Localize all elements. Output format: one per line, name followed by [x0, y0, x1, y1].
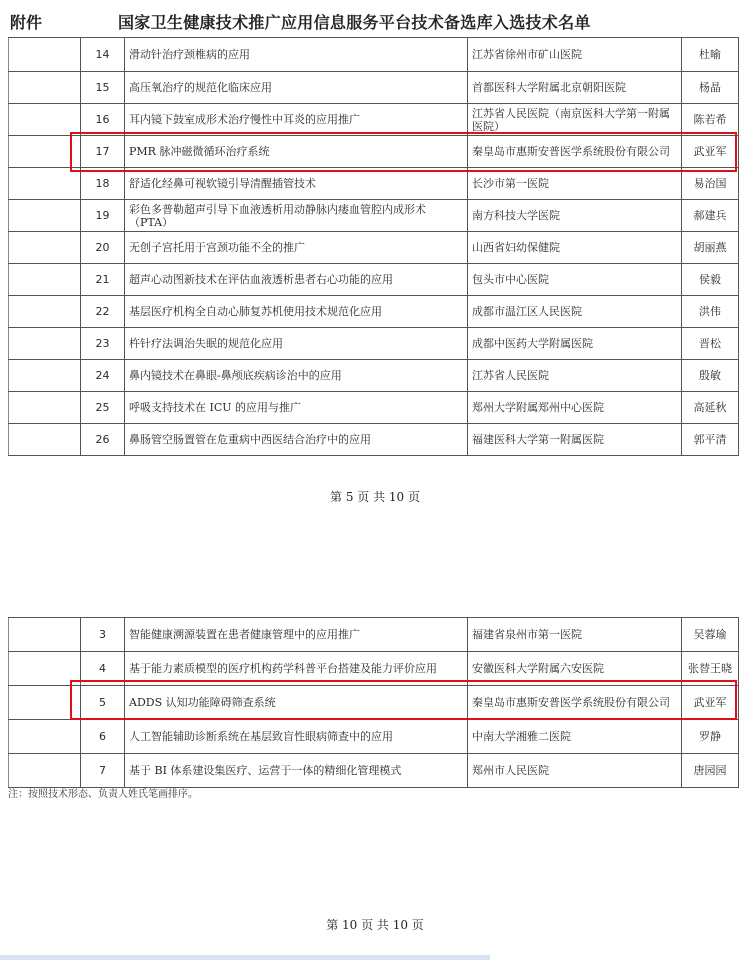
institution-name: 南方科技大学医院 — [468, 200, 682, 232]
row-number: 25 — [81, 392, 125, 424]
row-number: 26 — [81, 424, 125, 456]
attachment-label: 附件 — [10, 13, 43, 32]
institution-name: 福建省泉州市第一医院 — [468, 618, 682, 652]
row-number: 19 — [81, 200, 125, 232]
person-in-charge: 陈若希 — [682, 104, 739, 136]
institution-name: 长沙市第一医院 — [468, 168, 682, 200]
technology-name: 智能健康溯源装置在患者健康管理中的应用推广 — [125, 618, 468, 652]
institution-name: 江苏省徐州市矿山医院 — [468, 38, 682, 72]
row-number: 6 — [81, 720, 125, 754]
institution-name: 郑州大学附属郑州中心医院 — [468, 392, 682, 424]
table-row — [9, 200, 739, 232]
person-in-charge: 吴蓉瑜 — [682, 618, 739, 652]
technology-name: ADDS 认知功能障碍筛查系统 — [125, 686, 468, 720]
institution-name: 成都市温江区人民医院 — [468, 296, 682, 328]
technology-name: 杵针疗法调治失眠的规范化应用 — [125, 328, 468, 360]
table-row — [9, 720, 739, 754]
institution-name: 安徽医科大学附属六安医院 — [468, 652, 682, 686]
bottom-scroll-indicator — [0, 955, 490, 960]
institution-name: 山西省妇幼保健院 — [468, 232, 682, 264]
table-row — [9, 72, 739, 104]
table-row — [9, 360, 739, 392]
highlight-box-pmr — [70, 132, 737, 172]
technology-name: 高压氧治疗的规范化临床应用 — [125, 72, 468, 104]
page-number-footer: 第 10 页 共 10 页 — [326, 918, 424, 932]
blank-cell — [9, 360, 81, 392]
document-title: 国家卫生健康技术推广应用信息服务平台技术备选库入选技术名单 — [118, 13, 591, 32]
table-row — [9, 168, 739, 200]
blank-cell — [9, 754, 81, 788]
table-row — [9, 618, 739, 652]
row-number: 22 — [81, 296, 125, 328]
person-in-charge: 易治国 — [682, 168, 739, 200]
person-in-charge: 侯毅 — [682, 264, 739, 296]
institution-name: 包头市中心医院 — [468, 264, 682, 296]
person-in-charge: 胡丽燕 — [682, 232, 739, 264]
blank-cell — [9, 168, 81, 200]
technology-name: 无创子宫托用于宫颈功能不全的推广 — [125, 232, 468, 264]
institution-name: 首都医科大学附属北京朝阳医院 — [468, 72, 682, 104]
technology-list-table-page-5 — [8, 37, 739, 456]
technology-name: 舒适化经鼻可视软镜引导清醒插管技术 — [125, 168, 468, 200]
blank-cell — [9, 392, 81, 424]
person-in-charge: 殷敏 — [682, 360, 739, 392]
blank-cell — [9, 424, 81, 456]
institution-name: 江苏省人民医院（南京医科大学第一附属医院） — [468, 104, 682, 136]
row-number: 15 — [81, 72, 125, 104]
institution-name: 秦皇岛市惠斯安普医学系统股份有限公司 — [468, 686, 682, 720]
technology-name: 超声心动图新技术在评估血液透析患者右心功能的应用 — [125, 264, 468, 296]
institution-name: 郑州市人民医院 — [468, 754, 682, 788]
page-number-footer: 第 5 页 共 10 页 — [330, 490, 420, 504]
table-row — [9, 424, 739, 456]
row-number: 17 — [81, 136, 125, 168]
table-row — [9, 104, 739, 136]
technology-name: 基于 BI 体系建设集医疗、运营于一体的精细化管理模式 — [125, 754, 468, 788]
row-number: 7 — [81, 754, 125, 788]
highlight-box-adds — [70, 680, 737, 720]
person-in-charge: 武亚军 — [682, 686, 739, 720]
table-row — [9, 392, 739, 424]
blank-cell — [9, 104, 81, 136]
institution-name: 秦皇岛市惠斯安普医学系统股份有限公司 — [468, 136, 682, 168]
technology-name: 鼻肠管空肠置管在危重病中西医结合治疗中的应用 — [125, 424, 468, 456]
technology-name: 人工智能辅助诊断系统在基层致盲性眼病筛查中的应用 — [125, 720, 468, 754]
institution-name: 成都中医药大学附属医院 — [468, 328, 682, 360]
institution-name: 福建医科大学第一附属医院 — [468, 424, 682, 456]
technology-name: 滑动针治疗颈椎病的应用 — [125, 38, 468, 72]
person-in-charge: 晋松 — [682, 328, 739, 360]
person-in-charge: 罗静 — [682, 720, 739, 754]
blank-cell — [9, 232, 81, 264]
row-number: 4 — [81, 652, 125, 686]
blank-cell — [9, 618, 81, 652]
technology-name: 基于能力素质模型的医疗机构药学科普平台搭建及能力评价应用 — [125, 652, 468, 686]
blank-cell — [9, 720, 81, 754]
row-number: 18 — [81, 168, 125, 200]
row-number: 3 — [81, 618, 125, 652]
technology-name: 基层医疗机构全自动心肺复苏机使用技术规范化应用 — [125, 296, 468, 328]
blank-cell — [9, 296, 81, 328]
table-row — [9, 232, 739, 264]
table-row — [9, 38, 739, 72]
table-row — [9, 296, 739, 328]
technology-name: 鼻内镜技术在鼻眼-鼻颅底疾病诊治中的应用 — [125, 360, 468, 392]
row-number: 23 — [81, 328, 125, 360]
person-in-charge: 武亚军 — [682, 136, 739, 168]
row-number: 21 — [81, 264, 125, 296]
row-number: 5 — [81, 686, 125, 720]
person-in-charge: 唐园园 — [682, 754, 739, 788]
person-in-charge: 张替王晓 — [682, 652, 739, 686]
institution-name: 江苏省人民医院 — [468, 360, 682, 392]
row-number: 20 — [81, 232, 125, 264]
technology-name: 彩色多普勒超声引导下血液透析用动静脉内瘘血管腔内成形术（PTA） — [125, 200, 468, 232]
institution-name: 中南大学湘雅二医院 — [468, 720, 682, 754]
sorting-note: 注：按照技术形态、负责人姓氏笔画排序。 — [8, 789, 198, 800]
person-in-charge: 杜喻 — [682, 38, 739, 72]
row-number: 14 — [81, 38, 125, 72]
row-number: 24 — [81, 360, 125, 392]
person-in-charge: 洪伟 — [682, 296, 739, 328]
technology-name: PMR 脉冲磁微循环治疗系统 — [125, 136, 468, 168]
blank-cell — [9, 72, 81, 104]
blank-cell — [9, 38, 81, 72]
technology-name: 呼吸支持技术在 ICU 的应用与推广 — [125, 392, 468, 424]
person-in-charge: 郭平清 — [682, 424, 739, 456]
table-row — [9, 264, 739, 296]
technology-name: 耳内镜下鼓室成形术治疗慢性中耳炎的应用推广 — [125, 104, 468, 136]
blank-cell — [9, 264, 81, 296]
row-number: 16 — [81, 104, 125, 136]
blank-cell — [9, 328, 81, 360]
table-row — [9, 328, 739, 360]
blank-cell — [9, 200, 81, 232]
person-in-charge: 郝建兵 — [682, 200, 739, 232]
table-row — [9, 754, 739, 788]
person-in-charge: 高延秋 — [682, 392, 739, 424]
person-in-charge: 杨晶 — [682, 72, 739, 104]
